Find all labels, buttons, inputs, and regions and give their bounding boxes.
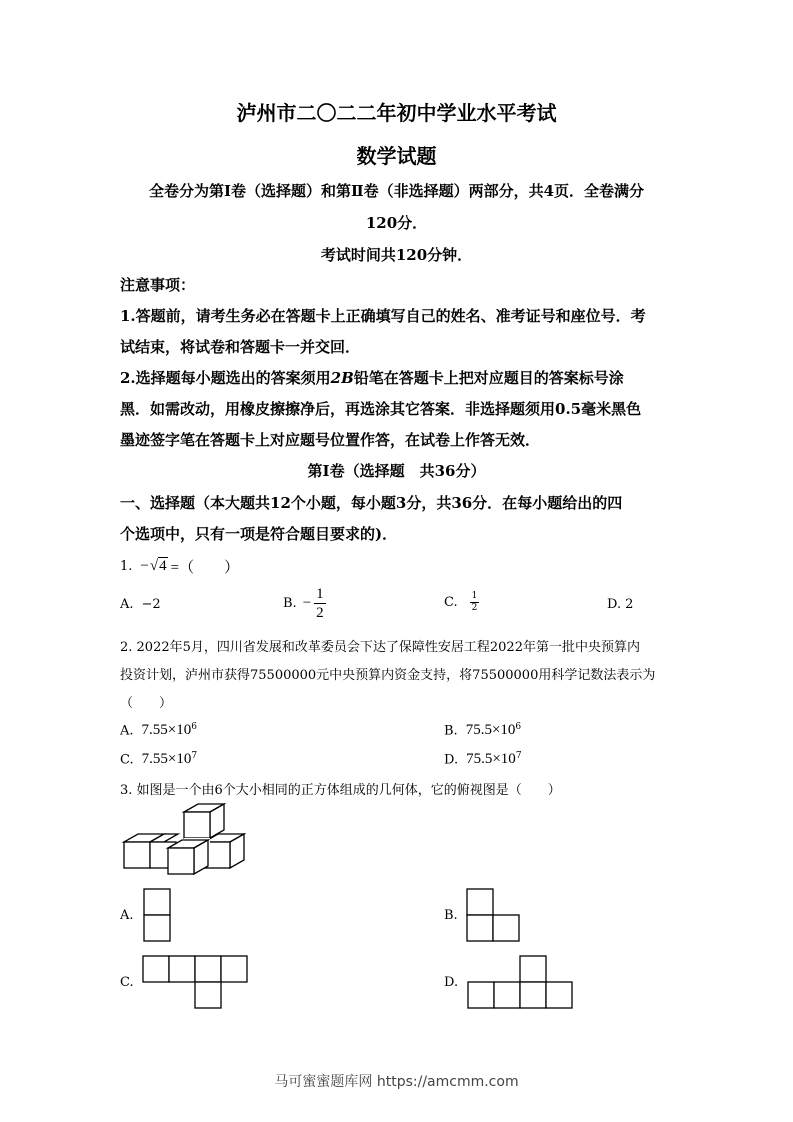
q2-line1: 2. 2022年5月，四川省发展和改革委员会下达了保障性安居工程2022年第一批中央预算内 bbox=[120, 640, 640, 655]
note2-line1: 2.选择题每小题选出的答案须用2B铅笔在答题卡上把对应题目的答案标号涂 bbox=[120, 369, 624, 387]
q1-stem: 1. − √ 4 =（ ） bbox=[120, 557, 240, 576]
intro-line1: 全卷分为第Ⅰ卷（选择题）和第Ⅱ卷（非选择题）两部分，共4页．全卷满分 bbox=[148, 182, 645, 200]
q1-option-c: C. $\frac{1}{2}$ bbox=[444, 591, 478, 613]
intro-line2: 120分． bbox=[365, 214, 428, 232]
q2-option-a: A. $7.55\times 10^6$ bbox=[120, 722, 197, 739]
q3-option-b-label: B. bbox=[444, 908, 458, 923]
q3-option-d-figure bbox=[466, 954, 576, 1010]
q1-option-d: D. 2 bbox=[607, 597, 634, 612]
q3-option-c-label: C. bbox=[120, 975, 134, 990]
section-line2: 个选项中，只有一项是符合题目要求的)． bbox=[120, 525, 398, 543]
q3-option-a-label: A. bbox=[120, 908, 134, 923]
q3-option-b-figure bbox=[465, 887, 523, 943]
q2-option-d: D. $75.5\times 10^7$ bbox=[444, 751, 522, 768]
note2-line2: 黑．如需改动，用橡皮擦擦净后，再选涂其它答案．非选择题须用0.5毫米黑色 bbox=[120, 400, 642, 418]
q2-option-c: C. $7.55\times 10^7$ bbox=[120, 751, 198, 768]
subject-title: 数学试题 bbox=[356, 144, 437, 168]
note2-line3: 墨迹签字笔在答题卡上对应题号位置作答，在试卷上作答无效． bbox=[120, 431, 541, 449]
q1-option-b: B. − $\frac{1}{2}$ bbox=[283, 586, 324, 621]
section-line1: 一、选择题（本大题共12个小题，每小题3分，共36分．在每小题给出的四 bbox=[120, 494, 623, 512]
q3-solid-figure bbox=[118, 802, 248, 882]
part1-heading: 第Ⅰ卷（选择题 共36分） bbox=[307, 462, 486, 480]
q3-option-c-figure bbox=[141, 954, 251, 1010]
notes-heading: 注意事项： bbox=[120, 276, 196, 294]
note1-line1: 1.答题前，请考生务必在答题卡上正确填写自己的姓名、准考证号和座位号．考 bbox=[120, 307, 646, 325]
q2-line2: 投资计划，泸州市获得75500000元中央预算内资金支持，将75500000用科学记数法表示为 bbox=[120, 668, 656, 683]
exam-title: 泸州市二〇二二年初中学业水平考试 bbox=[236, 101, 557, 125]
q3-option-d-label: D. bbox=[444, 975, 459, 990]
q3-option-a-figure bbox=[142, 887, 172, 943]
footer-watermark: 马可蜜蜜题库网 https://amcmm.com bbox=[274, 1074, 519, 1090]
exam-time: 考试时间共120分钟． bbox=[320, 246, 473, 264]
q2-line3: （ ） bbox=[120, 696, 173, 711]
note1-line2: 试结束，将试卷和答题卡一并交回． bbox=[120, 338, 361, 356]
q1-option-a: A. −2 bbox=[120, 597, 161, 612]
q2-option-b: B. $75.5\times 10^6$ bbox=[444, 722, 522, 739]
q3-stem: 3. 如图是一个由6个大小相同的正方体组成的几何体，它的俯视图是（ ） bbox=[120, 783, 561, 798]
